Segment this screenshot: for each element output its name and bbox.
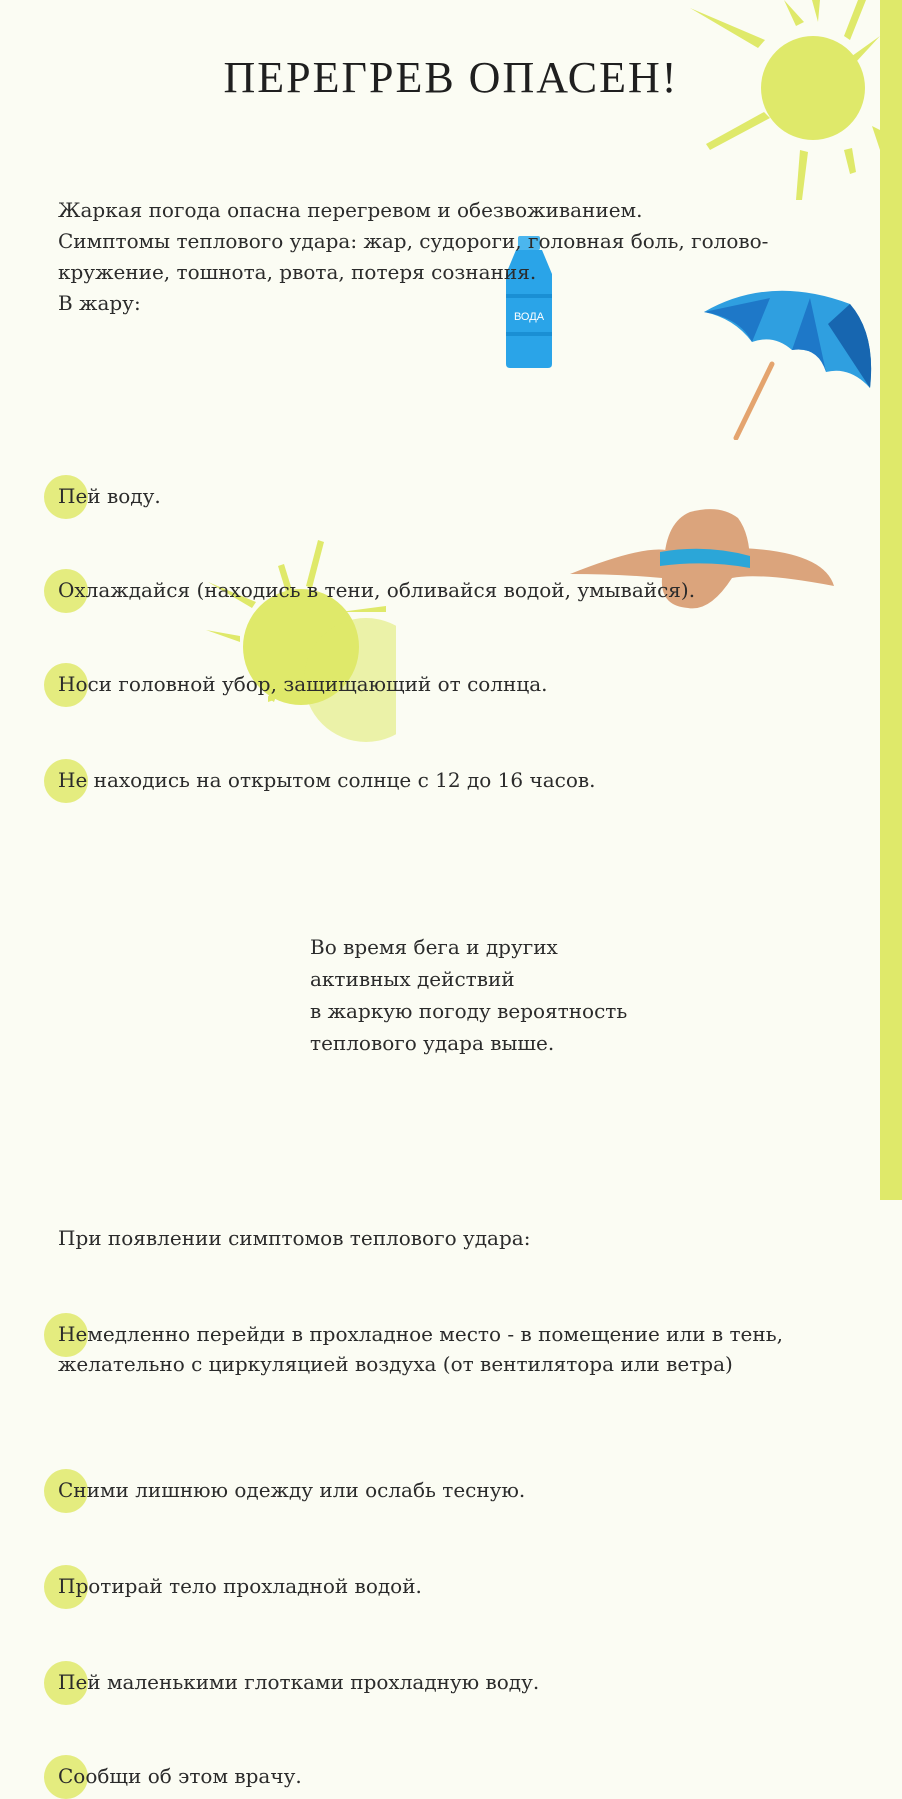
- bottle-label: ВОДА: [513, 311, 545, 323]
- note-line: Во время бега и других: [310, 935, 558, 959]
- list-item: [58, 1761, 902, 1791]
- intro-line: Жаркая погода опасна перегревом и обезвоживанием.: [58, 198, 643, 222]
- list-item-text: Немедленно перейди в прохладное место - в помещение или в тень,: [58, 1322, 783, 1346]
- list-item-text: Сними лишнюю одежду или ослабь тесную.: [58, 1478, 526, 1502]
- list-item: [58, 481, 902, 511]
- list-item-text: Носи головной убор, защищающий от солнца.: [58, 672, 548, 696]
- running-note: [310, 931, 902, 1059]
- list-item: [58, 669, 902, 699]
- note-line: в жаркую погоду вероятность: [310, 999, 628, 1023]
- list-item-text: Пей воду.: [58, 484, 161, 508]
- list-item: [58, 1475, 902, 1505]
- list-item: [58, 1571, 902, 1601]
- list-item: [58, 765, 902, 795]
- symptoms-heading: При появлении симптомов теплового удара:: [58, 1226, 531, 1250]
- list-item-text: Охлаждайся (находись в тени, обливайся водой, умывайся).: [58, 578, 696, 602]
- intro-line: Симптомы теплового удара: жар, судороги, головная боль, голово-: [58, 229, 769, 253]
- intro-line: кружение, тошнота, рвота, потеря сознания.: [58, 260, 537, 284]
- note-line: активных действий: [310, 967, 515, 991]
- list-item-text: Сообщи об этом врачу.: [58, 1764, 302, 1788]
- list-item: [58, 575, 902, 605]
- list-item-text: Не находись на открытом солнце с 12 до 16 часов.: [58, 768, 596, 792]
- list-item: [58, 1319, 902, 1379]
- intro-line: В жару:: [58, 291, 141, 315]
- note-line: теплового удара выше.: [310, 1031, 555, 1055]
- list-item-text: Пей маленькими глотками прохладную воду.: [58, 1670, 540, 1694]
- list-item-text: желательно с циркуляцией воздуха (от вентилятора или ветра): [58, 1352, 733, 1376]
- list-item-text: Протирай тело прохладной водой.: [58, 1574, 422, 1598]
- intro-text: [58, 195, 818, 319]
- list-item: [58, 1667, 902, 1697]
- page-title: ПЕРЕГРЕВ ОПАСЕН!: [223, 53, 679, 102]
